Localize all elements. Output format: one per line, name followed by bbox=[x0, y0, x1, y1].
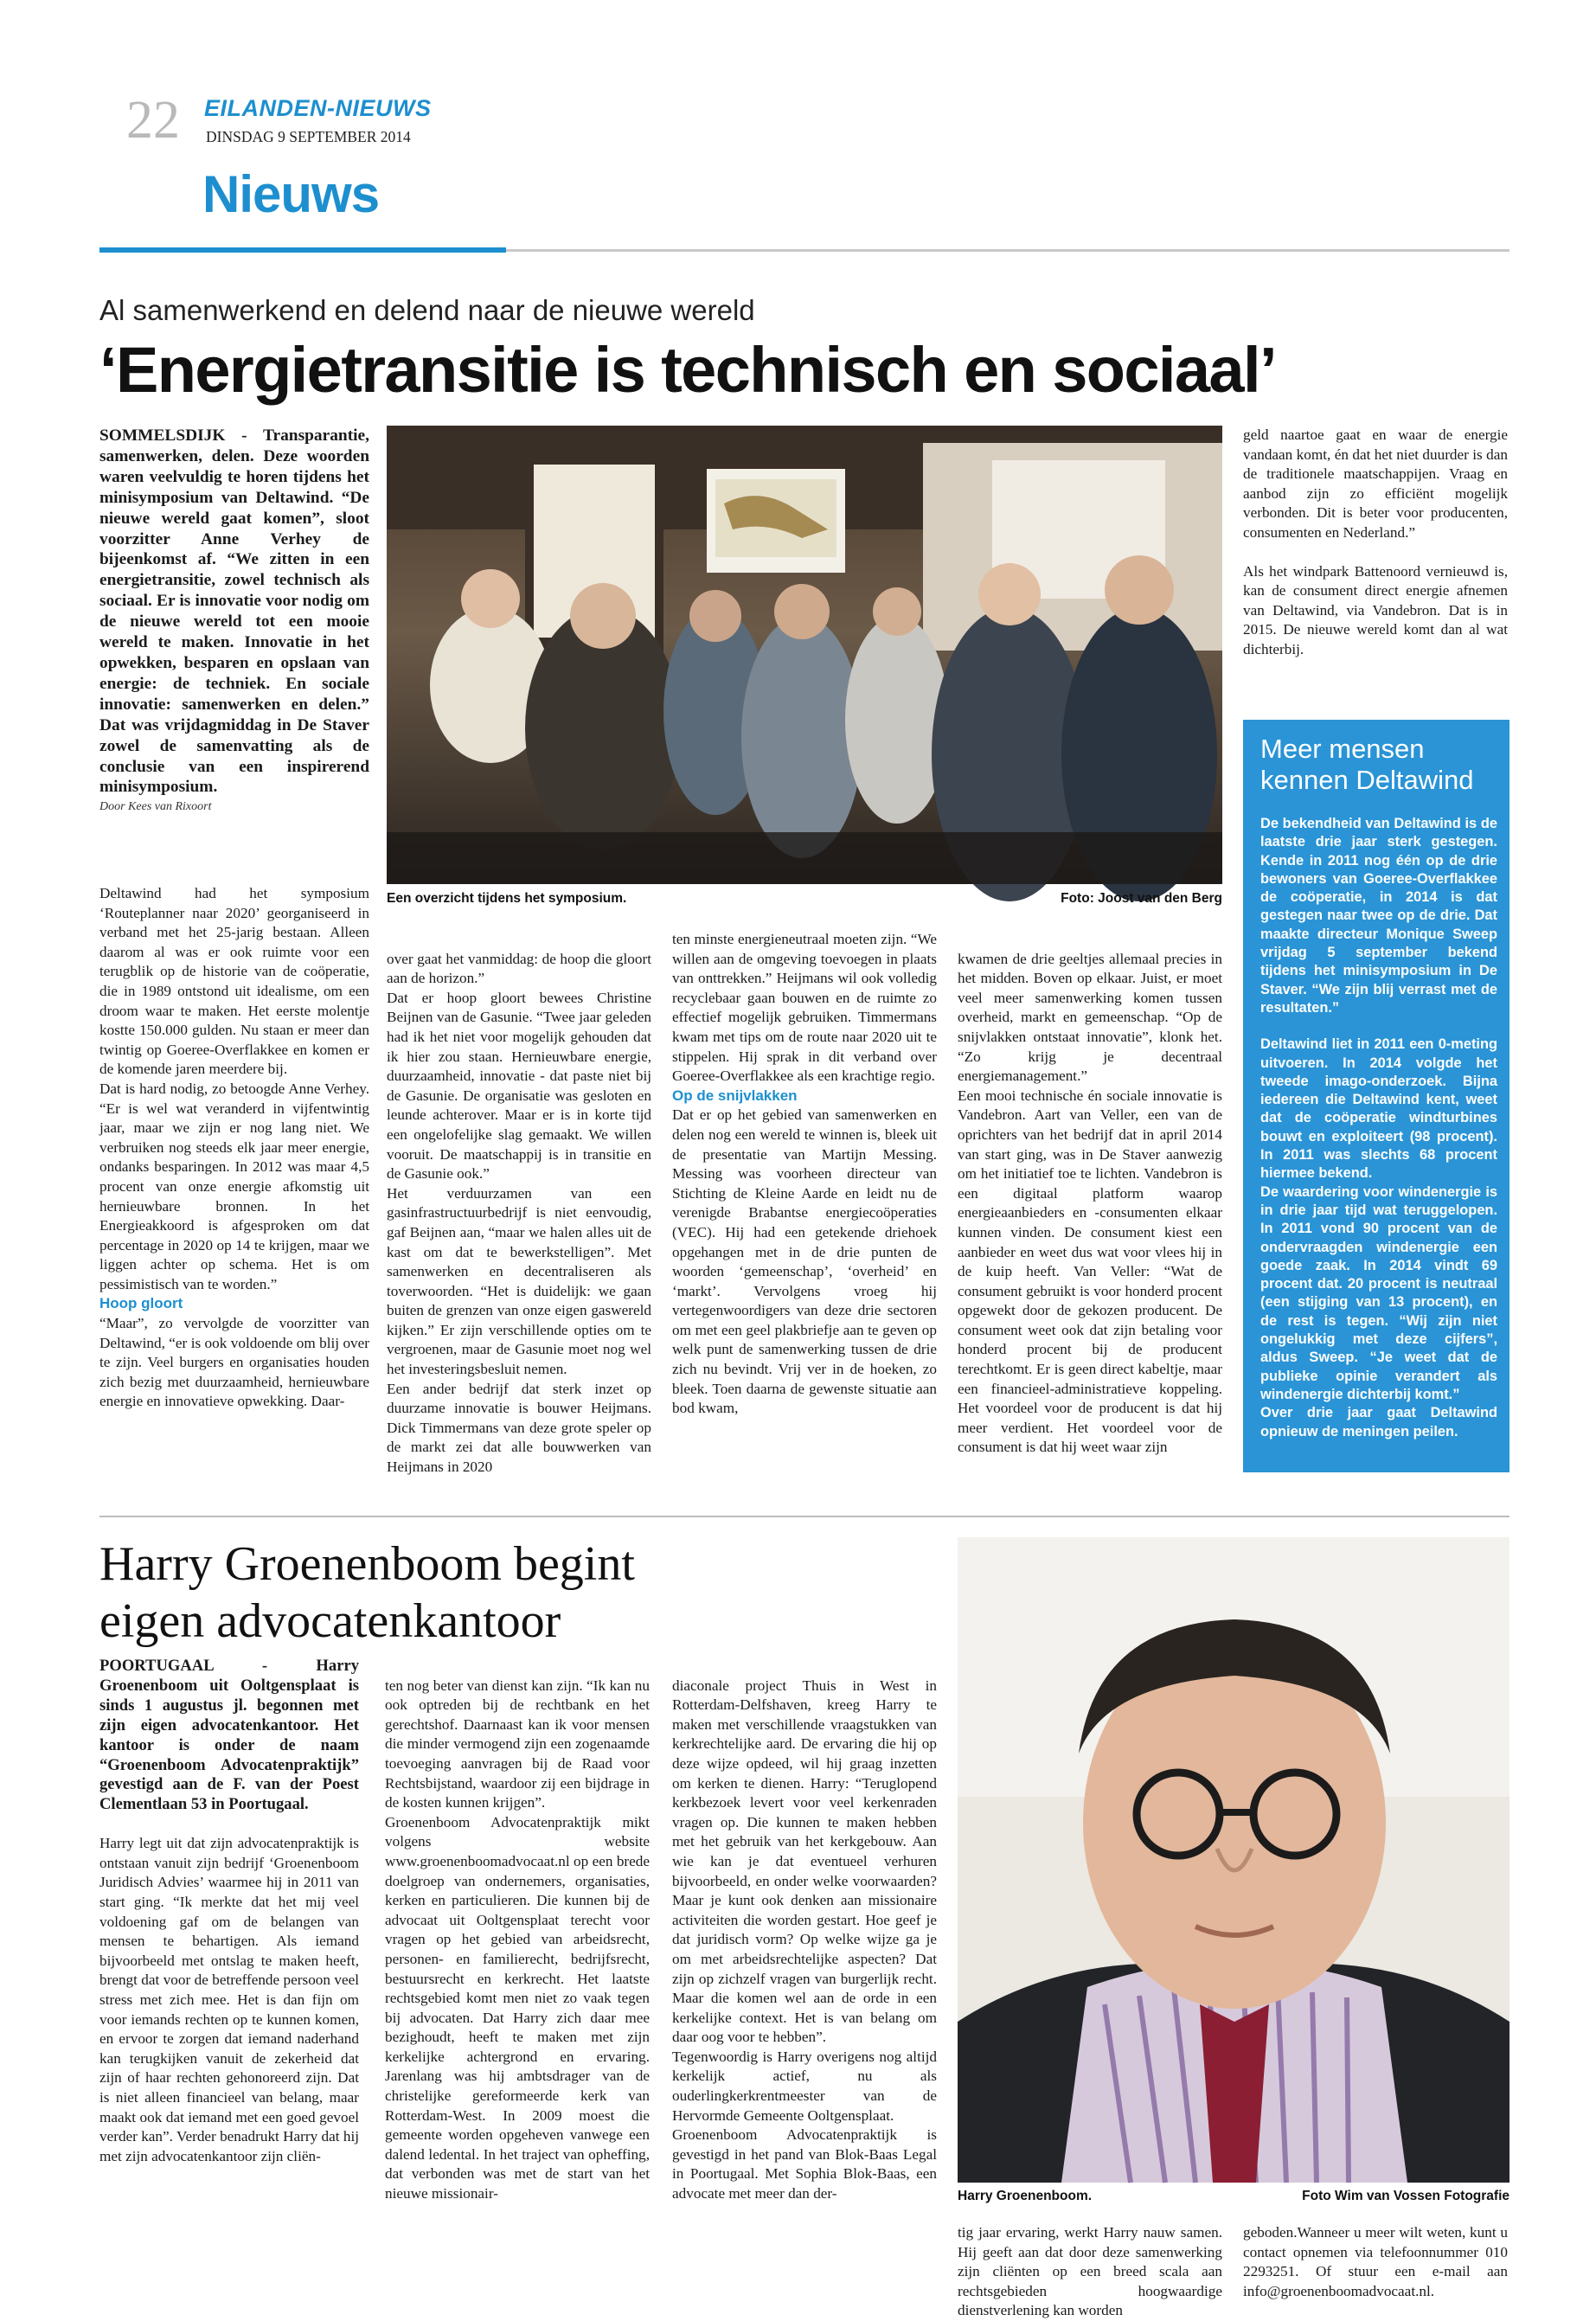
portrait-photo bbox=[958, 1537, 1509, 2183]
portrait-credit: Foto Wim van Vossen Fotografie bbox=[1302, 2189, 1509, 2203]
portrait-photo-image bbox=[958, 1537, 1509, 2183]
paragraph: over gaat het vanmiddag: de hoop die gloort aan de horizon.” Dat er hoop gloort bewees Christine Beijnen van de Gasunie. “Twee jaar geleden had ik het niet voor mogelijk gehouden dat ik hier zou staan. Hernieuwbare energie, duurzaamheid, innovatie - dat paste niet bij de Gasunie. De organisatie was gesloten en leunde achterover. Maar er is in korte tijd een ongelofelijke slag gemaakt. We willen vooruit. De maatschappij is in transitie en de Gasunie ook.” Het verduurzamen van een gasinfrastructuurbedrijf is niet eenvoudig, gaf Beijnen aan, “maar we halen alles uit de kast om dat te bewerkstelligen”. Met samenwerken en decentraliseren als toverwoorden. “Het is duidelijk: we gaan buiten de grenzen van onze eigen gaswereld kijken.” Er zijn verschillende opties om te vergroenen, maar de Gasunie moet nog wel het investeringsbesluit nemen. Een ander bedrijf dat sterk inzet op duurzame innovatie is bouwer Heijmans. Dick Timmermans van deze grote speler op de markt zei dat alle bouwwerken van Heijmans in 2020 bbox=[387, 950, 651, 1476]
sidebar-paragraph: Deltawind liet in 2011 een 0-meting uitvoeren. In 2014 volgde het tweede imago-onderzoek. Bijna iedereen die Deltawind kent, weet dat de coöperatie windturbines bouwt en exploiteert (98 procent). In 2011 was slechts 68 procent hiermee bekend. De waardering voor windenergie is in drie jaar tijd wat teruggelopen. In 2011 vond 90 procent van de ondervraagden windenergie een goede zaak. In 2014 vindt 69 procent dat. 20 procent is neutraal (een stijging van 13 procent), en de rest is tegen. “Wij zijn niet ongelukkig met deze cijfers”, aldus Sweep. “Je weet dat de publieke opinie verandert als windenergie dichterbij komt.” Over drie jaar gaat Deltawind opnieuw de meningen peilen. bbox=[1260, 1036, 1497, 1439]
article2-lead-column bbox=[99, 1657, 359, 2279]
article2-column-4 bbox=[958, 2223, 1222, 2319]
article2-column-2 bbox=[385, 1657, 650, 2279]
article-column-5 bbox=[1243, 426, 1508, 711]
paragraph: kwamen de drie geeltjes allemaal precies in het midden. Boven op elkaar. Juist, er moet veel meer samenwerking komen tussen overheid, markt en gemeenschap. “Op de snijvlakken ontstaat innovatie”, klonk het. “Zo krijg je decentraal energiemanagement.” Een mooi technische én sociale innovatie is Vandebron. Aart van Veller, een van de oprichters van het bedrijf dat in april 2014 van start ging, was in De Staver aanwezig om het initiatief toe te lichten. Vandebron is een digitaal platform waarop energieaanbieders en -consumenten elkaar kunnen vinden. De consument kiest een aanbieder en weet dus wat voor vlees hij in de kuip heeft. Van Veller: “Wat de consument gebruikt is voor honderd procent opgewekt door de gekozen producent. De consument weet ook dat zijn betaling voor honderd procent bij de producent terechtkomt. Er is geen direct kabeltje, maar een financieel-administratieve koppeling. Het voordeel voor de producent is dat hij meer verdient. Het voordeel voor de consument is dat hij weet waar zijn bbox=[958, 950, 1222, 1456]
sidebar-box bbox=[1243, 720, 1509, 1472]
article-column-2 bbox=[387, 930, 651, 1540]
symposium-photo bbox=[387, 426, 1222, 884]
symposium-photo-image bbox=[387, 426, 1222, 884]
section-title: Nieuws bbox=[202, 165, 380, 223]
sidebar-paragraph: De bekendheid van Deltawind is de laatste drie jaar sterk gestegen. Kende in 2011 nog één op de drie bewoners van Goeree-Overflakkee de coöperatie, in 2014 is dat gestegen naar twee op de drie. Dat maakte directeur Monique Sweep vrijdag 5 september bekend tijdens het minisymposium in De Staver. “We zijn blij verrast met de resultaten.” bbox=[1260, 816, 1497, 1016]
subheading: Op de snijvlakken bbox=[672, 1087, 798, 1104]
article2-lead: POORTUGAAL - Harry Groenenboom uit Ooltgensplaat is sinds 1 augustus jl. begonnen met zijn eigen advocatenkantoor. Het kantoor is onder de naam “Groenenboom Advocatenpraktijk” gevestigd aan de F. van der Poest Clementlaan 53 in Poortugaal. bbox=[99, 1657, 359, 1814]
masthead: EILANDEN-NIEUWS bbox=[204, 95, 432, 121]
photo-caption: Een overzicht tijdens het symposium. bbox=[387, 891, 627, 906]
paragraph: ten nog beter van dienst kan zijn. “Ik kan nu ook optreden bij de rechtbank en het gerechtshof. Daarnaast kan ik voor mensen die minder vermogend zijn een zogenaamde toevoeging aanvragen bij de Raad voor Rechtsbijstand, waardoor zij een bijdrage in de kosten kunnen krijgen”. Groenenboom Advocatenpraktijk mikt volgens website www.groenenboomadvocaat.nl op een brede doelgroep van ondernemers, organisaties, kerken en particulieren. Die kunnen bij de advocaat uit Ooltgensplaat terecht voor vragen op het gebied van arbeidsrecht, personen- en familierecht, bedrijfsrecht, bestuursrecht en kerkrecht. Het laatste rechtsgebied komt men niet zo vaak tegen bij advocaten. Dat Harry zich daar mee bezighoudt, heeft te maken met zijn kerkelijke achtergrond en ervaring. Jarenlang was hij ambtsdrager van de christelijke gereformeerde kerk van Rotterdam-West. In 2009 moest die gemeente worden opgeheven vanwege een dalend ledental. In het traject van opheffing, dat verbonden was met de start van het nieuwe missionair- bbox=[385, 1677, 650, 2202]
paragraph: diaconale project Thuis in West in Rotterdam-Delfshaven, kreeg Harry te maken met verschillende vraagstukken van kerkrechtelijke aard. De ervaring die hij op deze wijze opdeed, wil hij graag inzetten om kerken te dienen. Harry: “Teruglopend kerkbezoek levert voor veel kerkenraden vragen op. Die kunnen te maken hebben met het gebruik van het kerkgebouw. Aan wie kan je dat eventueel verhuren bijvoorbeeld, en onder welke voorwaarden? Maar je kunt ook denken aan missionaire activiteiten die worden gestart. Hoe geef je dat juridisch vorm? Op welke wijze ga je om met arbeidsrechtelijke aspecten? Dat zijn op zichzelf vragen van burgerlijk recht. Maar die komen wel aan de orde in een kerkelijke context. Het is van belang om daar oog voor te hebben”. Tegenwoordig is Harry overigens nog altijd kerkelijk actief, nu als ouderlingkerkrentmeester van de Hervormde Gemeente Ooltgensplaat. Groenenboom Advocatenpraktijk is gevestigd in het pand van Blok-Baas Legal in Poortugaal. Met Sophia Blok-Baas, een advocate met meer dan der- bbox=[672, 1677, 937, 2202]
headline-line: Harry Groenenboom begint bbox=[99, 1537, 635, 1591]
paragraph: tig jaar ervaring, werkt Harry nauw samen. Hij geeft aan dat door deze samenwerking zijn cliënten op een breed scala aan rechtsgebieden hoogwaardige dienstverlening kan worden bbox=[958, 2224, 1222, 2319]
section-rule bbox=[99, 247, 506, 253]
paragraph: Als het windpark Battenoord vernieuwd is, kan de consument direct energie afnemen van Deltawind, via Vandebron. Dat is in 2015. De nieuwe wereld komt dan al wat dichterbij. bbox=[1243, 562, 1508, 657]
page-number: 22 bbox=[126, 91, 180, 150]
article-divider bbox=[99, 1516, 1509, 1517]
sidebar-title: Meer mensen kennen Deltawind bbox=[1260, 734, 1474, 795]
article-headline: ‘Energietransitie is technisch en sociaal’ bbox=[99, 334, 1276, 406]
paragraph: geld naartoe gaat en waar de energie vandaan komt, én dat het niet duurder is dan de traditionele maatschappijen. Vraag en aanbod zijn zo efficiënt mogelijk verbonden. Dit is beter voor producenten, consumenten en Nederland.” bbox=[1243, 426, 1508, 541]
article-column-4 bbox=[958, 930, 1222, 1540]
article-lead-column bbox=[99, 426, 369, 893]
byline: Door Kees van Rixoort bbox=[99, 800, 212, 814]
headline-line: eigen advocatenkantoor bbox=[99, 1594, 561, 1648]
article-column-1 bbox=[99, 884, 369, 1542]
paragraph: Deltawind had het symposium ‘Routeplanner naar 2020’ georganiseerd in verband met het 25-jarig bestaan. Alleen daarom al was er ook ruimte voor een terugblik op de historie van de coöperatie, die in 1989 ontstond uit idealisme, om een droom waar te maken. Het eerste molentje kostte 150.000 gulden. Nu staan er meer dan twintig op Goeree-Overflakkee en komen er de komende jaren meerdere bij. bbox=[99, 885, 369, 1078]
article-kicker: Al samenwerkend en delend naar de nieuwe wereld bbox=[99, 294, 755, 326]
article2-column-5 bbox=[1243, 2223, 1508, 2297]
article2-column-3 bbox=[672, 1657, 937, 2279]
paragraph: “Maar”, zo vervolgde de voorzitter van Deltawind, “er is ook voldoende om blij over te zijn. Veel burgers en organisaties houden zich bezig met duurzaamheid, hernieuwbare energie en innovatieve opwekking. Daar- bbox=[99, 1315, 369, 1410]
paragraph: Dat er op het gebied van samenwerken en delen nog een wereld te winnen is, bleek uit de presentatie van Martijn Messing. Messing was voorheen directeur van Stichting de Kleine Aarde en leidt nu de verenigde Brabantse energiecoöperaties (VEC). Hij had een getekende driehoek opgehangen met in de drie punten de woorden ‘gemeenschap’, ‘overheid’ en ‘markt’. Vervolgens vroeg hij vertegenwoordigers van deze drie sectoren om met een geel plakbriefje aan te geven op welk punt de samenwerking tussen de drie zich nu bevindt. Vrij ver in de hoeken, zo bleek. Toen daarna de gewenste situatie aan bod kwam, bbox=[672, 1106, 937, 1417]
subheading: Hoop gloort bbox=[99, 1295, 183, 1312]
article-lead: SOMMELSDIJK - Transparantie, samenwerken, delen. Deze woorden waren veelvuldig te horen tijdens het minisymposium van Deltawind. “De nieuwe wereld gaat komen”, sloot voorzitter Anne Verhey de bijeenkomst af. “We zitten in een energietransitie, zowel technisch als sociaal. Er is innovatie voor nodig om de nieuwe wereld tot een mooie wereld te maken. Innovatie in het opwekken, besparen en opslaan van energie: de techniek. En sociale innovatie: samenwerken en delen.” Dat was vrijdagmiddag in De Staver zowel de samenvatting als de conclusie van een inspirerend minisymposium. bbox=[99, 426, 369, 797]
paragraph: geboden.Wanneer u meer wilt weten, kunt u contact opnemen via telefoonnummer 010 2293251. Of stuur een e-mail aan info@groenenboomadvocaat.nl. bbox=[1243, 2224, 1508, 2299]
paragraph: Harry legt uit dat zijn advocatenpraktijk is ontstaan vanuit zijn bedrijf ‘Groenenboom Juridisch Advies’ waarmee hij in 2011 van start ging. “Ik merkte dat het mij veel voldoening gaf om de belangen van mensen te behartigen. Als iemand bijvoorbeeld met ontslag te maken heeft, brengt dat voor de betreffende persoon veel stress met zich mee. Het is dan fijn om voor iemands rechten op te kunnen komen, en ervoor te zorgen dat iemand naderhand kan terugkijken vanuit de zekerheid dat zijn of haar rechten gehonoreerd zijn. Dat is niet alleen financieel van belang, maar maakt ook dat iemand met een goed gevoel verder kan”. Verder benadrukt Harry dat hij met zijn advocatenkantoor zijn cliën- bbox=[99, 1835, 359, 2164]
portrait-caption: Harry Groenenboom. bbox=[958, 2189, 1093, 2203]
article-column-3 bbox=[672, 930, 937, 1540]
paragraph: Dat is hard nodig, zo betoogde Anne Verhey. “Er is wel wat veranderd in vijfentwintig jaar, maar we zijn er nog lang niet. We verbruiken nog steeds elk jaar meer energie, ondanks besparingen. In 2012 was maar 4,5 procent van onze energie afkomstig uit hernieuwbare bronnen. In het Energieakkoord is afgesproken om dat percentage in 2020 op 14 te krijgen, maar we liggen achter op schema. Het is om pessimistisch van te worden.” bbox=[99, 1080, 369, 1292]
paragraph: ten minste energieneutraal moeten zijn. “We willen aan de omgeving toevoegen in plaats van onttrekken.” Heijmans wil ook volledig recyclebaar gaan bouwen en de ruimte zo effectief mogelijk gebruiken. Timmermans kwam met tips om de route naar 2020 uit te stippelen. Hij sprak in dit verband over Goeree-Overflakkee als een krachtige regio. bbox=[672, 931, 937, 1085]
article2-headline bbox=[99, 1536, 635, 1650]
issue-date: DINSDAG 9 SEPTEMBER 2014 bbox=[206, 128, 411, 145]
photo-credit: Foto: Joost van den Berg bbox=[1061, 891, 1222, 906]
header-rule bbox=[506, 249, 1509, 252]
